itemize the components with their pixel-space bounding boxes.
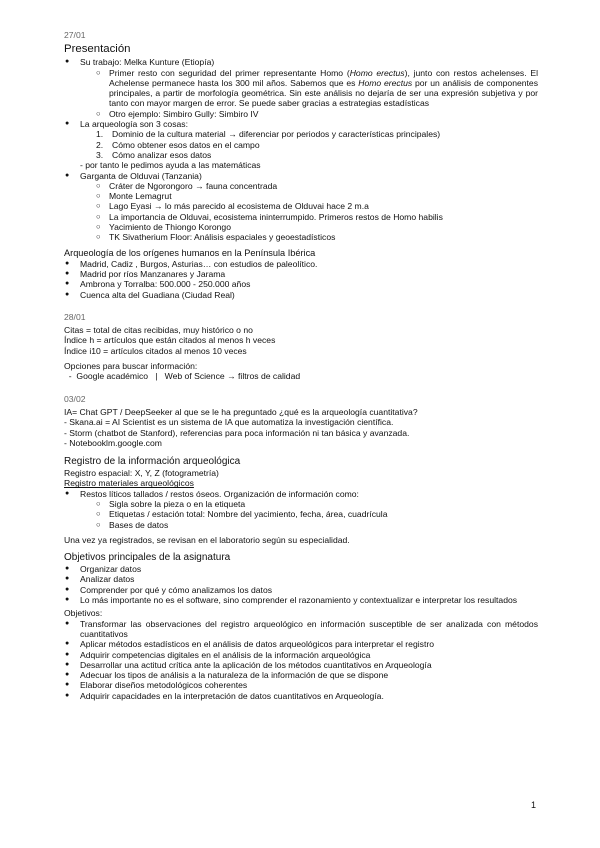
list-item: ● Desarrollar una actitud crítica ante la aplicación de los métodos cuantitativos en Arqueología: [64, 660, 538, 670]
list-item: ○ Primer resto con seguridad del primer representante Homo (Homo erectus), junto con restos achelenses. El Achelense permanece hasta los 300 mil años. Sabemos que es Homo erectus por un análisis de componentes principales, a partir de morfología geométrica. Sin este análisis no dejaría de ser una expresión subjetiva y por tanto con mayor margen de error. Se puede saber gracias a estrategias estadísticas: [96, 68, 538, 109]
numbered-list: [80, 129, 538, 160]
list-item: ● Analizar datos: [64, 574, 538, 584]
text-line: Opciones para buscar información:: [64, 361, 198, 372]
list-item: 3. Cómo analizar esos datos: [96, 149, 212, 160]
list-item: ● Comprender por qué y cómo analizamos los datos: [64, 585, 538, 595]
bullet-list: [64, 619, 538, 701]
note-line: - por tanto le pedimos ayuda a las matemáticas: [80, 160, 261, 171]
underlined-heading: Registro materiales arqueológicos: [64, 478, 194, 489]
list-item: ○ La importancia de Olduvai, ecosistema ininterrumpido. Primeros restos de Homo habilis: [96, 212, 538, 222]
list-item: ○ Bases de datos: [96, 520, 538, 530]
page-number: 1: [531, 800, 537, 810]
text-line: Citas = total de citas recibidas, muy histórico o no: [64, 325, 253, 336]
subsection-title: Registro de la información arqueológica: [64, 456, 241, 468]
list-item: ● Aplicar métodos estadísticos en el análisis de datos arqueológicos para interpretar el registro: [64, 639, 538, 649]
subsection-title: Objetivos principales de la asignatura: [64, 552, 231, 564]
list-item: ● Madrid por ríos Manzanares y Jarama: [64, 269, 538, 279]
list-item: ● Restos líticos tallados / restos óseos. Organización de información como: ○ Sigla sobre la pieza o en la etiqueta ○ Etiquetas / estación total: Nombre del yacimiento, fecha, área, cuadrícula ○ Bases de datos: [64, 489, 538, 530]
text-line: - Storm (chatbot de Stanford), referencias para poca información ni tan básica y avanzada.: [64, 427, 410, 438]
list-item: ○ TK Sivatherium Floor: Análisis espaciales y geoestadísticos: [96, 232, 538, 242]
text-line: - Skana.ai = AI Scientist es un sistema de IA que automatiza la investigación científica.: [64, 417, 394, 428]
subsection-title: Arqueología de los orígenes humanos en la Península Ibérica: [64, 247, 316, 258]
bullet-list: [64, 57, 538, 242]
text-line: - Google académico | Web of Science → filtros de calidad: [64, 371, 301, 382]
list-item: ● Adquirir competencias digitales en el análisis de la información arqueológica: [64, 650, 538, 660]
list-item: 1. Dominio de la cultura material → diferenciar por periodos y características principales): [96, 129, 441, 140]
list-item: ○ Yacimiento de Thiongo Korongo: [96, 222, 538, 232]
date-heading: 03/02: [64, 393, 86, 404]
date-heading: 27/01: [64, 30, 86, 40]
list-item: ● Transformar las observaciones del registro arqueológico en información susceptible de ser analizada con métodos cuantitativos: [64, 619, 538, 640]
text-line: Registro espacial: X, Y, Z (fotogrametría): [64, 468, 219, 479]
list-item: ○ Sigla sobre la pieza o en la etiqueta: [96, 499, 538, 509]
document-page: [64, 30, 538, 701]
list-item: ○ Cráter de Ngorongoro → fauna concentrada: [96, 181, 538, 191]
date-heading: 28/01: [64, 311, 86, 322]
bullet-list: [64, 489, 538, 530]
list-item: ○ Monte Lemagrut: [96, 191, 538, 201]
list-item: ● Organizar datos: [64, 564, 538, 574]
list-item: ○ Etiquetas / estación total: Nombre del yacimiento, fecha, área, cuadrícula: [96, 509, 538, 519]
text-line: Objetivos:: [64, 608, 103, 619]
text-line: Una vez ya registrados, se revisan en el laboratorio según su especialidad.: [64, 534, 350, 545]
list-item: ○ Lago Eyasi → lo más parecido al ecosistema de Olduvai hace 2 m.a: [96, 201, 538, 211]
list-item: ● Madrid, Cadiz , Burgos, Asturias… con estudios de paleolítico.: [64, 259, 538, 269]
list-item: ● La arqueología son 3 cosas: 1. Dominio de la cultura material → diferenciar por periodos y características principales) 2. Cómo obtener esos datos en el campo 3. Cómo analizar esos datos - por tanto le pedimos ayuda a las matemáticas: [64, 119, 538, 170]
list-item: ● Su trabajo: Melka Kunture (Etiopía) ○ Primer resto con seguridad del primer representante Homo (Homo erectus), junto con restos achelenses. El Achelense permanece hasta los 300 mil años. Sabemos que es Homo erectus por un análisis de componentes principales, a partir de morfología geométrica. Sin este análisis no dejaría de ser una expresión subjetiva y por tanto con mayor margen de error. Se puede saber gracias a estrategias estadísticas ○ Otro ejemplo: Simbiro Gully: Simbiro IV: [64, 57, 538, 119]
list-item: ● Adquirir capacidades en la interpretación de datos cuantitativos en Arqueología.: [64, 691, 538, 701]
list-item: ● Ambrona y Torralba: 500.000 - 250.000 años: [64, 279, 538, 289]
list-item: ● Elaborar diseños metodológicos coherentes: [64, 680, 538, 690]
list-item: ○ Otro ejemplo: Simbiro Gully: Simbiro IV: [96, 109, 538, 119]
list-item: ● Garganta de Olduvai (Tanzania) ○ Cráter de Ngorongoro → fauna concentrada ○ Monte Lemagrut ○ Lago Eyasi → lo más parecido al ecosistema de Olduvai hace 2 m.a ○ La importancia de Olduvai, ecosistema ininterrumpido. Primeros restos de Homo habilis ○ Yacimiento de Thiongo Korongo ○ TK Sivatherium Floor: Análisis espaciales y geoestadísticos: [64, 171, 538, 243]
text-line: IA= Chat GPT / DeepSeeker al que se le ha preguntado ¿qué es la arqueología cuantitativa?: [64, 406, 418, 417]
list-item: ● Adecuar los tipos de análisis a la naturaleza de la información de que se dispone: [64, 670, 538, 680]
section-title: Presentación: [64, 43, 131, 56]
list-item: ● Cuenca alta del Guadiana (Ciudad Real): [64, 290, 538, 300]
text-line: - Notebooklm.google.com: [64, 437, 162, 448]
list-item: ● Lo más importante no es el software, sino comprender el razonamiento y contextualizar e interpretar los resultados: [64, 595, 538, 605]
text-line: Índice h = artículos que están citados al menos h veces: [64, 335, 276, 346]
bullet-list: [64, 564, 538, 605]
text-line: Índice i10 = artículos citados al menos 10 veces: [64, 345, 247, 356]
list-item: 2. Cómo obtener esos datos en el campo: [96, 139, 260, 150]
bullet-list: [64, 259, 538, 300]
